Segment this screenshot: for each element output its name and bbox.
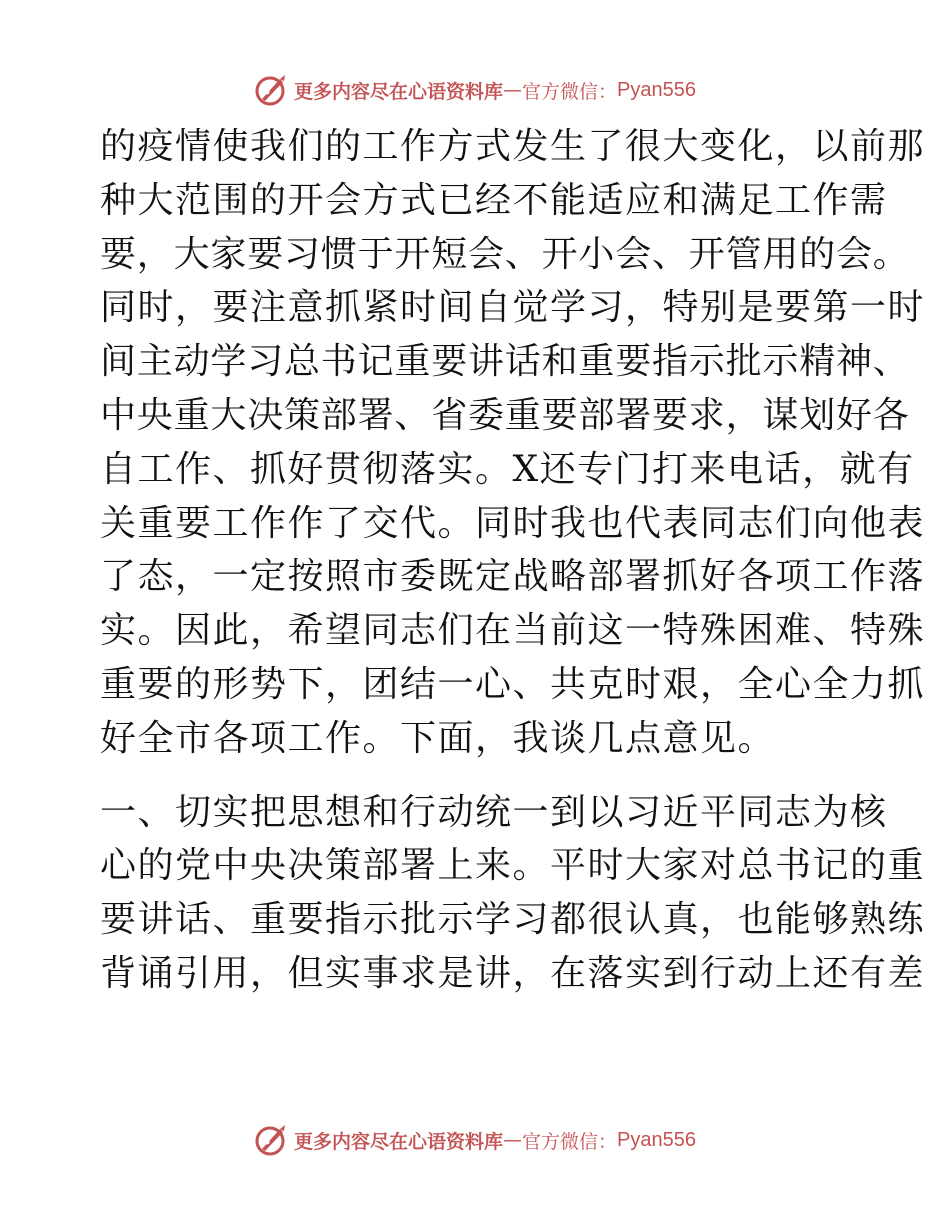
section-heading-line: 一、切实把思想和行动统一到以习近平同志为核 (100, 791, 888, 833)
banner-wechat-label: 官方微信： (522, 1130, 618, 1153)
footer-banner (0, 1120, 950, 1160)
text-line: 的疫情使我们的工作方式发生了很大变化，以前那 (100, 126, 926, 167)
banner-wechat-id: Pyan556 (617, 78, 696, 101)
banner-separator: — (503, 79, 523, 101)
text-line: 种大范围的开会方式已经不能适应和满足工作需 (100, 179, 888, 221)
banner-brand: 更多内容尽在心语资料库 (294, 1130, 504, 1153)
text-line: 自工作、抓好贯彻落实。X还专门打来电话，就有 (100, 448, 915, 490)
quill-logo-icon (254, 73, 288, 107)
text-line: 实。因此，希望同志们在当前这一特殊困难、特殊 (100, 610, 926, 652)
text-line: 间主动学习总书记重要讲话和重要指示批示精神、 (100, 341, 910, 383)
paragraph (100, 120, 926, 766)
text-line: 关重要工作作了交代。同时我也代表同志们向他表 (100, 502, 926, 544)
banner-brand: 更多内容尽在心语资料库 (294, 80, 504, 103)
banner-wechat-label: 官方微信： (522, 80, 618, 103)
paragraph (100, 786, 926, 1001)
text-line: 了态，一定按照市委既定战略部署抓好各项工作落 (100, 556, 926, 598)
text-line: 重要的形势下，团结一心、共克时艰，全心全力抓 (100, 663, 926, 705)
header-banner (0, 70, 950, 110)
text-line: 好全市各项工作。下面，我谈几点意见。 (100, 717, 776, 759)
document-body (100, 120, 926, 1001)
text-line: 背诵引用，但实事求是讲，在落实到行动上还有差 (100, 952, 926, 994)
text-line: 要，大家要习惯于开短会、开小会、开管用的会。 (100, 233, 910, 275)
banner-separator: — (503, 1129, 523, 1151)
banner-wechat-id: Pyan556 (617, 1128, 696, 1151)
quill-logo-icon (254, 1123, 288, 1157)
text-line: 中央重大决策部署、省委重要部署要求，谋划好各 (100, 394, 910, 436)
text-line: 同时，要注意抓紧时间自觉学习，特别是要第一时 (100, 287, 926, 329)
text-line: 心的党中央决策部署上来。平时大家对总书记的重 (100, 845, 926, 887)
text-line: 要讲话、重要指示批示学习都很认真，也能够熟练 (100, 899, 926, 941)
